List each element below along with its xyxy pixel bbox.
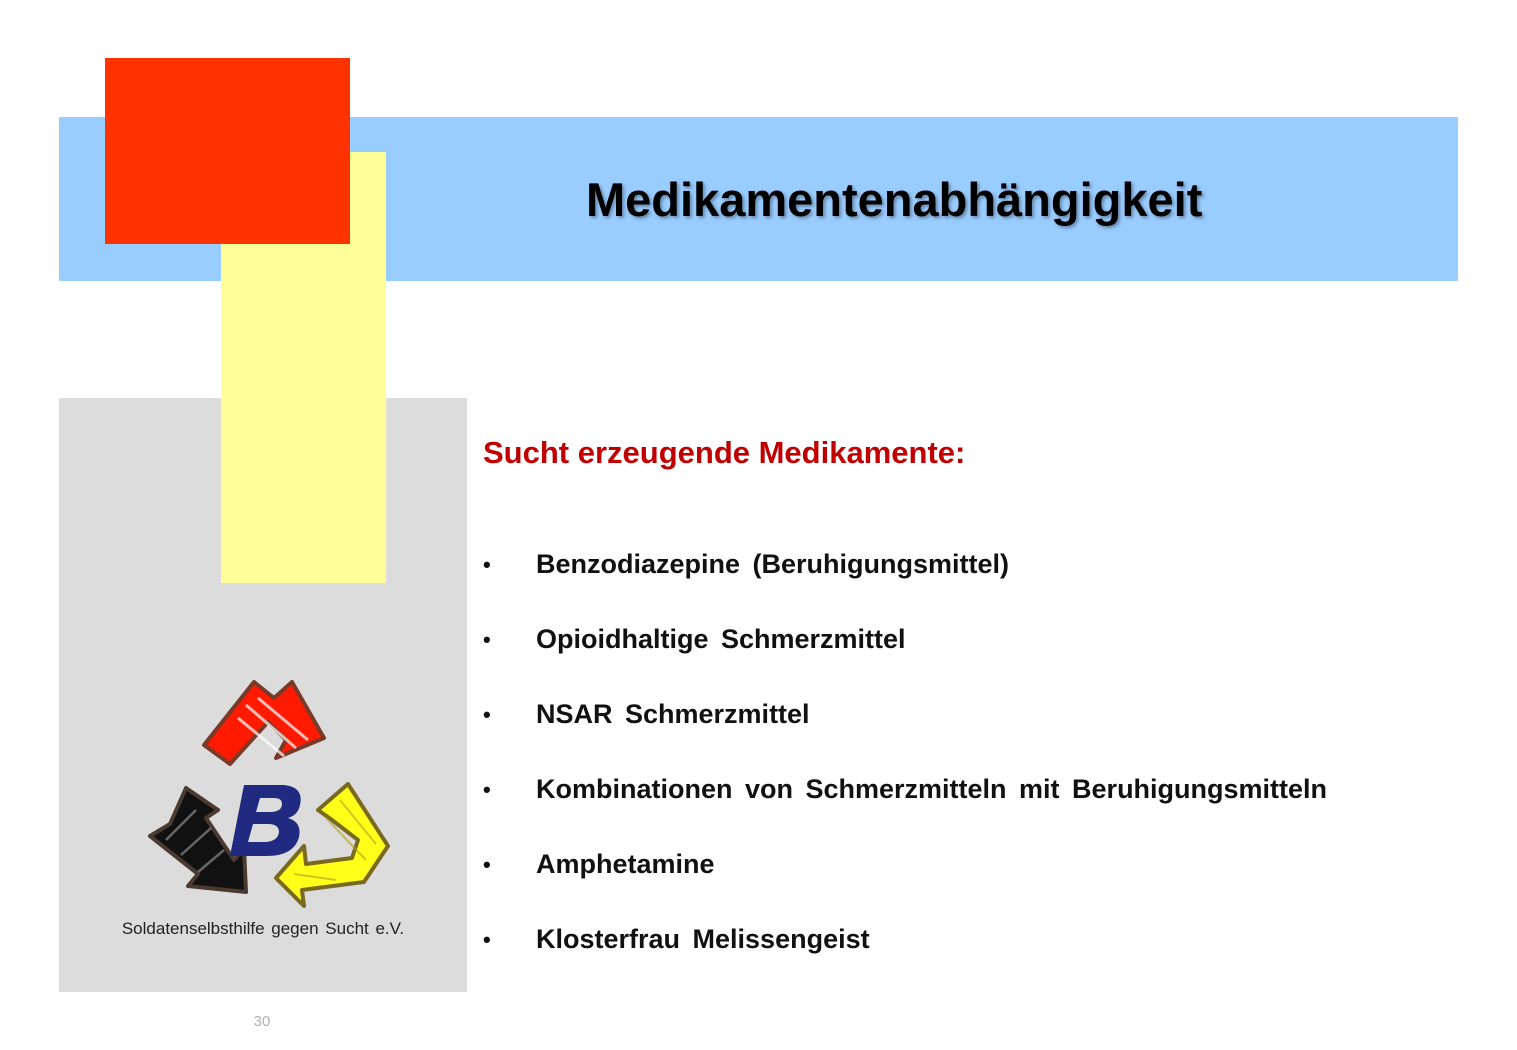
list-item [483, 902, 1483, 977]
slide-title: Medikamentenabhängigkeit [586, 173, 1203, 226]
bullet-icon: • [483, 551, 491, 577]
page-number: 30 [253, 1013, 271, 1030]
list-item-text: Amphetamine [536, 849, 715, 879]
list-item-text: Opioidhaltige Schmerzmittel [536, 624, 906, 654]
list-item [483, 677, 1483, 752]
list-item [483, 602, 1483, 677]
section-heading: Sucht erzeugende Medikamente: [483, 435, 966, 470]
list-item [483, 827, 1483, 902]
letter-b-icon [230, 785, 301, 856]
list-item [483, 752, 1483, 827]
list-item-text: Klosterfrau Melissengeist [536, 924, 870, 954]
bullet-icon: • [483, 851, 491, 877]
list-item [483, 527, 1483, 602]
red-arrow-icon [204, 682, 324, 764]
bullet-icon: • [483, 926, 491, 952]
decorative-red-block [105, 58, 350, 244]
list-item-text: Benzodiazepine (Beruhigungsmittel) [536, 549, 1010, 579]
bullet-icon: • [483, 776, 491, 802]
list-item-text: NSAR Schmerzmittel [536, 699, 810, 729]
recycling-arrows-logo-icon [126, 660, 406, 910]
list-item-text: Kombinationen von Schmerzmitteln mit Beruhigungsmitteln [536, 774, 1328, 804]
logo-caption: Soldatenselbsthilfe gegen Sucht e.V. [121, 919, 405, 938]
bullet-icon: • [483, 701, 491, 727]
medication-list [483, 527, 1483, 977]
bullet-icon: • [483, 626, 491, 652]
black-arrow-icon [150, 788, 246, 892]
